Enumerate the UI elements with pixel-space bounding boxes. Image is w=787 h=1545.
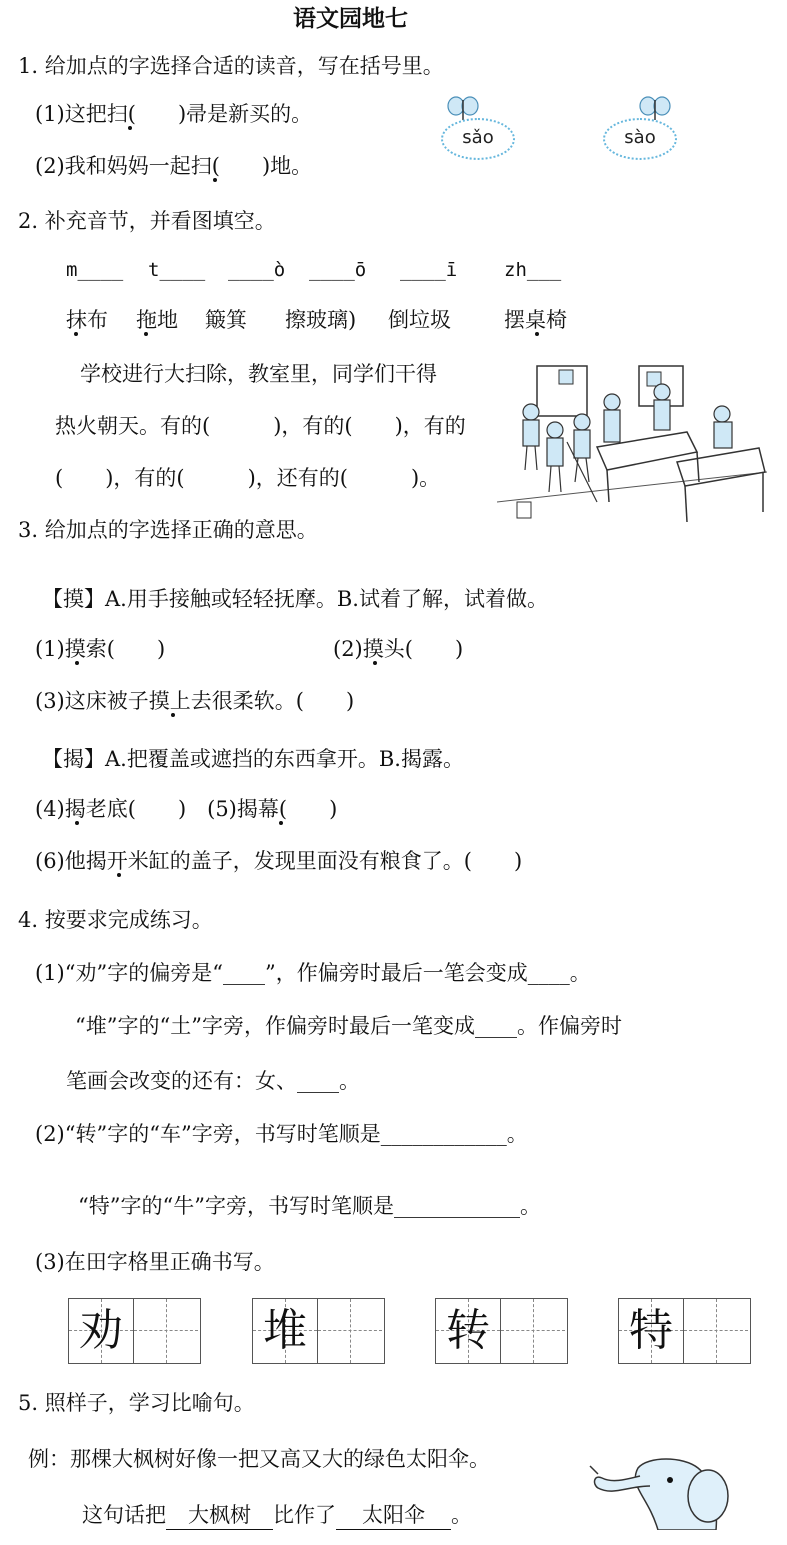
page-title: 语文园地七: [293, 6, 408, 32]
emphasis-dot: [75, 821, 79, 825]
emphasis-dot: [279, 821, 283, 825]
emphasis-dot: [74, 332, 78, 336]
classroom-cleaning-illustration: [497, 352, 767, 532]
q5-answer-line: [82, 1499, 472, 1530]
q4-line-1: (1)“劝”字的偏旁是“____”，作偏旁时最后一笔会变成____。: [35, 961, 591, 985]
q4-heading: 4. 按要求完成练习。: [18, 908, 213, 932]
word-item: 倒垃圾: [388, 308, 451, 332]
q2-paragraph-line-3: ( )，有的( )，还有的( )。: [55, 466, 441, 490]
q3-heading: 3. 给加点的字选择正确的意思。: [18, 518, 318, 542]
tianzige-box-te: [618, 1298, 751, 1364]
emphasis-dot: [535, 332, 539, 336]
q3-item-2: (2)摸头( ): [333, 637, 464, 661]
q3-item-6: (6)他揭开米缸的盖子，发现里面没有粮食了。( ): [35, 849, 523, 873]
q1-sentence-2: (2)我和妈妈一起扫( )地。: [35, 154, 313, 178]
q5-blank-2: 太阳伞: [336, 1499, 451, 1530]
definition-mo: 【摸】A.用手接触或轻轻抚摩。B.试着了解，试着做。: [42, 587, 548, 611]
syllable-blank: ____ō: [309, 259, 367, 281]
emphasis-dot: [373, 661, 377, 665]
syllable-blank: ____ò: [228, 259, 286, 281]
emphasis-dot: [128, 126, 132, 130]
syllable-blank: ____ī: [400, 259, 458, 281]
tianzige-box-zhuan: [435, 1298, 568, 1364]
tianzige-cell: [253, 1299, 318, 1363]
q1-heading: 1. 给加点的字选择合适的读音，写在括号里。: [18, 54, 444, 78]
tianzige-box-quan: [68, 1298, 201, 1364]
tianzige-cell: [619, 1299, 684, 1363]
tianzige-cell[interactable]: [501, 1299, 565, 1363]
q2-paragraph-line-1: 学校进行大扫除，教室里，同学们干得: [80, 362, 437, 386]
pinyin-option-sao4: sào: [603, 118, 677, 160]
q2-paragraph-line-2: 热火朝天。有的( )，有的( )，有的: [55, 414, 466, 438]
q5-text-prefix: 这句话把: [82, 1503, 166, 1527]
emphasis-dot: [171, 713, 175, 717]
model-character: 劝: [79, 1305, 123, 1356]
word-item: 簸箕: [205, 308, 247, 332]
word-item: 擦玻璃): [285, 308, 357, 332]
q4-line-4: (2)“转”字的“车”字旁，书写时笔顺是____________。: [35, 1122, 528, 1146]
syllable-blank: m____: [66, 259, 124, 281]
emphasis-dot: [213, 178, 217, 182]
q4-line-6: (3)在田字格里正确书写。: [35, 1250, 275, 1274]
q5-blank-1: 大枫树: [166, 1499, 273, 1530]
emphasis-dot: [117, 873, 121, 877]
tianzige-cell[interactable]: [134, 1299, 198, 1363]
q4-line-2: “堆”字的“土”字旁，作偏旁时最后一笔变成____。作偏旁时: [75, 1014, 622, 1038]
elephant-illustration: [588, 1456, 738, 1530]
model-character: 特: [629, 1305, 673, 1356]
tianzige-cell: [436, 1299, 501, 1363]
definition-jie: 【揭】A.把覆盖或遮挡的东西拿开。B.揭露。: [42, 747, 464, 771]
pinyin-option-sao3: sǎo: [441, 118, 515, 160]
word-item: 拖地: [136, 308, 178, 332]
q5-example: 例：那棵大枫树好像一把又高又大的绿色太阳伞。: [28, 1447, 490, 1471]
syllable-blank: t____: [148, 259, 206, 281]
tianzige-box-dui: [252, 1298, 385, 1364]
syllable-blank: zh___: [504, 259, 562, 281]
q2-heading: 2. 补充音节，并看图填空。: [18, 209, 276, 233]
model-character: 转: [446, 1305, 490, 1356]
tianzige-cell: [69, 1299, 134, 1363]
q4-line-3: 笔画会改变的还有：女、____。: [66, 1069, 360, 1093]
q5-text-middle: 比作了: [273, 1503, 336, 1527]
q5-heading: 5. 照样子，学习比喻句。: [18, 1391, 255, 1415]
emphasis-dot: [75, 661, 79, 665]
tianzige-cell[interactable]: [684, 1299, 748, 1363]
model-character: 堆: [263, 1305, 307, 1356]
word-item: 摆桌椅: [504, 308, 567, 332]
tianzige-cell[interactable]: [318, 1299, 382, 1363]
q1-sentence-1: (1)这把扫( )帚是新买的。: [35, 102, 313, 126]
q4-line-5: “特”字的“牛”字旁，书写时笔顺是____________。: [78, 1194, 541, 1218]
q3-item-1: (1)摸索( ): [35, 637, 166, 661]
q3-item-3: (3)这床被子摸上去很柔软。( ): [35, 689, 355, 713]
q3-item-4-5: (4)揭老底( ) (5)揭幕( ): [35, 797, 338, 821]
emphasis-dot: [144, 332, 148, 336]
q5-text-end: 。: [451, 1503, 472, 1527]
word-item: 抹布: [66, 308, 108, 332]
